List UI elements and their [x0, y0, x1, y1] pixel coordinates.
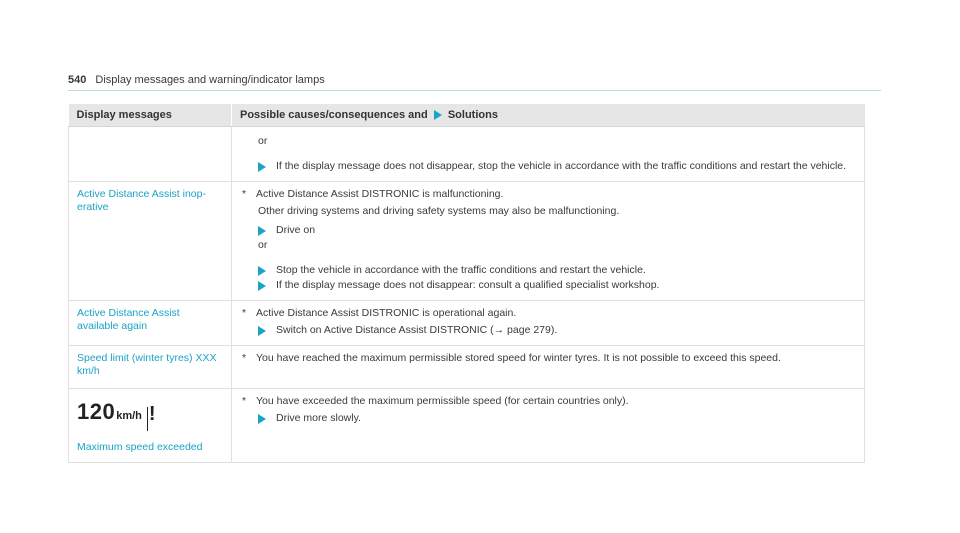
play-triangle-icon	[258, 226, 266, 236]
column-header-causes-solutions	[232, 104, 865, 127]
column-header-display-messages: Display messages	[69, 104, 232, 127]
solution-step	[240, 412, 856, 425]
page-header	[68, 74, 880, 86]
table-row	[69, 182, 865, 301]
cause-item	[240, 188, 856, 201]
header-divider	[68, 90, 881, 91]
page-header-title: Display messages and warning/indicator lamps	[95, 74, 325, 86]
display-message-text: Maximum speed exceeded	[77, 441, 203, 453]
solution-step-text: Switch on Active Distance Assist DISTRONIC (→ page 279).	[276, 324, 558, 336]
note-text: Other driving systems and driving safety systems may also be malfunctioning.	[258, 205, 620, 217]
table-row	[69, 346, 865, 389]
solution-step	[240, 160, 856, 173]
solution-step-text: If the display message does not disappear: consult a qualified specialist workshop.	[276, 279, 660, 291]
or-text: or	[258, 239, 268, 251]
play-triangle-icon	[258, 326, 266, 336]
display-messages-table	[68, 104, 865, 463]
cause-text: You have exceeded the maximum permissible speed (for certain countries only).	[256, 395, 629, 407]
play-triangle-icon	[258, 162, 266, 172]
table-row	[69, 301, 865, 346]
message-cell	[69, 127, 232, 182]
cause-text: You have reached the maximum permissible stored speed for winter tyres. It is not possible to exceed this speed.	[256, 352, 781, 364]
or-text: or	[258, 135, 268, 147]
play-triangle-icon	[434, 110, 442, 120]
message-cell	[69, 346, 232, 389]
solution-cell	[232, 301, 865, 346]
column-header-causes-label: Possible causes/consequences and	[240, 108, 428, 121]
table-row	[69, 127, 865, 182]
cause-item	[240, 307, 856, 320]
play-triangle-icon	[258, 414, 266, 424]
page-number: 540	[68, 74, 87, 86]
solution-step-text: Drive on	[276, 224, 316, 236]
table-header-row	[69, 104, 865, 127]
play-triangle-icon	[258, 266, 266, 276]
speed-sign-value-group	[77, 399, 148, 424]
solution-step-text: Stop the vehicle in accordance with the traffic conditions and restart the vehicle.	[276, 264, 646, 276]
speed-limit-sign-icon	[77, 399, 223, 429]
warning-exclamation-icon: !	[148, 402, 156, 425]
column-header-solutions-label: Solutions	[447, 108, 498, 121]
message-cell	[69, 182, 232, 301]
solution-cell	[232, 127, 865, 182]
speed-sign-unit: km/h	[116, 410, 142, 422]
cause-text: Active Distance Assist DISTRONIC is operational again.	[256, 307, 517, 319]
speed-sign-value: 120	[77, 399, 116, 424]
table-row	[69, 389, 865, 463]
solution-cell	[232, 346, 865, 389]
play-triangle-icon	[258, 281, 266, 291]
footnote-star: *	[242, 352, 247, 364]
solution-step	[240, 324, 856, 337]
solution-cell	[232, 389, 865, 463]
footnote-star: *	[242, 188, 247, 200]
display-message-text: Active Distance Assist available again	[77, 307, 180, 332]
solution-step	[240, 264, 856, 277]
footnote-star: *	[242, 395, 247, 407]
message-cell	[69, 389, 232, 463]
display-message-text: Speed limit (winter tyres) XXX km/h	[77, 352, 217, 377]
solution-step	[240, 224, 856, 237]
cause-item	[240, 352, 856, 365]
solution-step-text: If the display message does not disappear, stop the vehicle in accordance with the traffic conditions and restart the vehicle.	[276, 160, 847, 172]
display-message-text: Active Distance Assist inop-erative	[77, 188, 206, 213]
solution-step	[240, 279, 856, 292]
footnote-star: *	[242, 307, 247, 319]
message-cell	[69, 301, 232, 346]
cause-text: Active Distance Assist DISTRONIC is malfunctioning.	[256, 188, 504, 200]
cause-item	[240, 395, 856, 408]
solution-cell	[232, 182, 865, 301]
solution-step-text: Drive more slowly.	[276, 412, 361, 424]
